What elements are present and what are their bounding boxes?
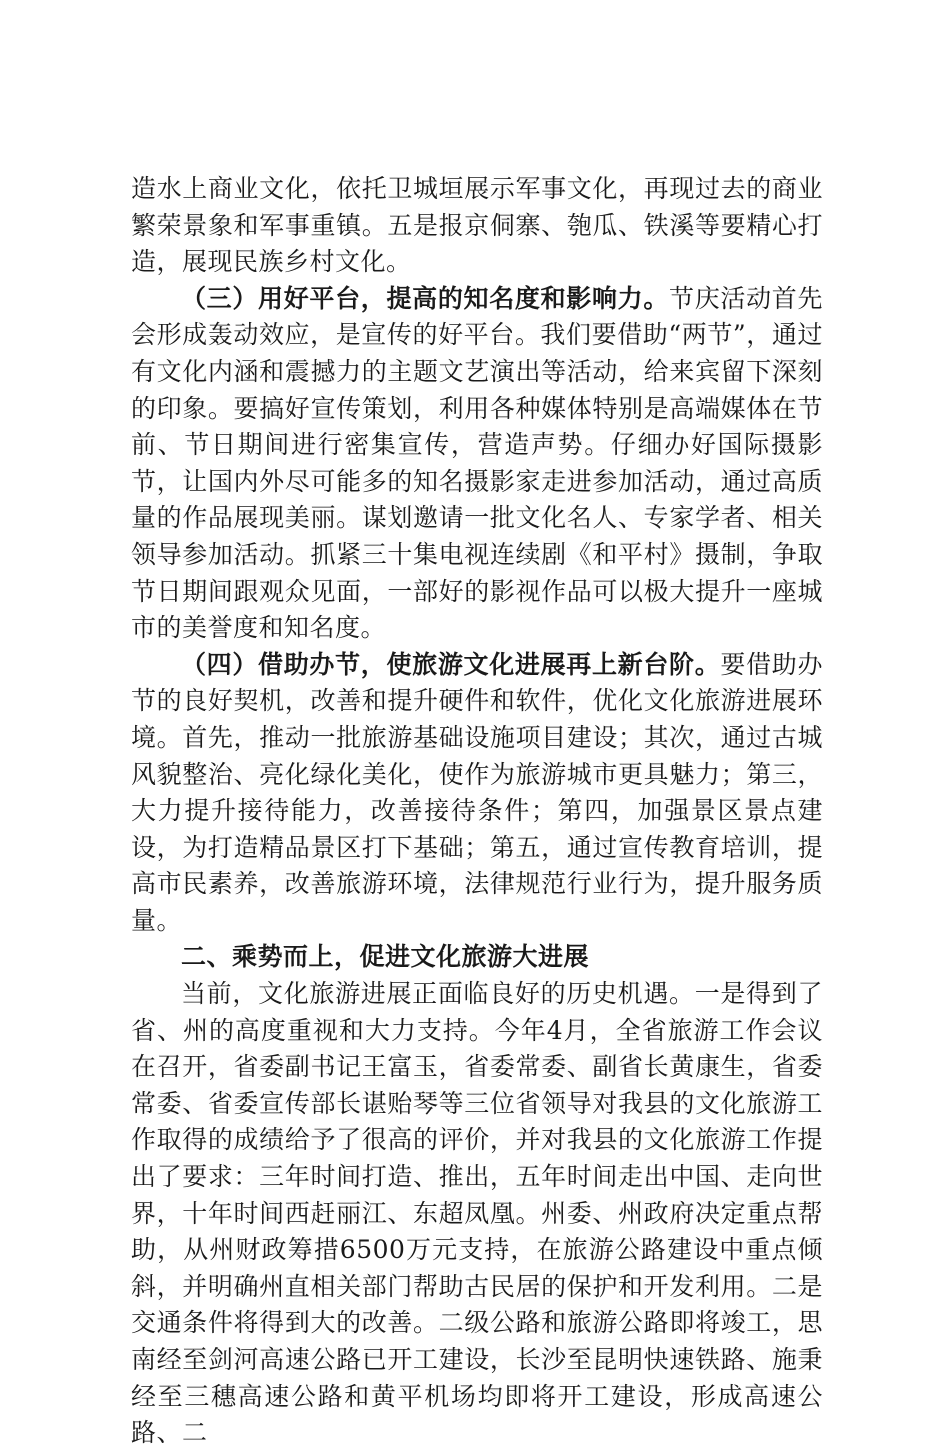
paragraph-continuation: 造水上商业文化，依托卫城垣展示军事文化，再现过去的商业繁荣景象和军事重镇。五是报京侗寨、匏瓜、铁溪等要精心打造，展现民族乡村文化。 — [131, 174, 823, 277]
section-three-heading: （三）用好平台，提高的知名度和影响力。 — [181, 283, 670, 313]
section-four-heading: （四）借助办节，使旅游文化进展再上新台阶。 — [181, 649, 721, 679]
section-three-body: 节庆活动首先会形成轰动效应，是宣传的好平台。我们要借助“两节”，通过有文化内涵和震撼力的主题文艺演出等活动，给来宾留下深刻的印象。要搞好宣传策划，利用各种媒体特别是高端媒体在节前、节日期间进行密集宣传，营造声势。仔细办好国际摄影节，让国内外尽可能多的知名摄影家走进参加活动，通过高质量的作品展现美丽。谋划邀请一批文化名人、专家学者、相关领导参加活动。抓紧三十集电视连续剧《和平村》摄制，争取节日期间跟观众见面，一部好的影视作品可以极大提升一座城市的美誉度和知名度。 — [131, 283, 823, 643]
document-page — [131, 171, 823, 1452]
paragraph-section-four — [131, 647, 823, 940]
paragraph-section-three — [131, 281, 823, 647]
chapter-two-heading: 二、乘势而上，促进文化旅游大进展 — [181, 942, 590, 972]
paragraph-opportunities: 当前，文化旅游进展正面临良好的历史机遇。一是得到了省、州的高度重视和大力支持。今年4月，全省旅游工作会议在召开，省委副书记王富玉，省委常委、副省长黄康生，省委常委、省委宣传部长谌贻琴等三位省领导对我县的文化旅游工作取得的成绩给予了很高的评价，并对我县的文化旅游工作提出了要求：三年时间打造、推出，五年时间走出中国、走向世界，十年时间西赶丽江、东超凤凰。州委、州政府决定重点帮助，从州财政筹措6500万元支持，在旅游公路建设中重点倾斜，并明确州直相关部门帮助古民居的保护和开发利用。二是交通条件将得到大的改善。二级公路和旅游公路即将竣工，思南经至剑河高速公路已开工建设，长沙至昆明快速铁路、施秉经至三穗高速公路和黄平机场均即将开工建设，形成高速公路、二 — [131, 979, 823, 1448]
section-four-body: 要借助办节的良好契机，改善和提升硬件和软件，优化文化旅游进展环境。首先，推动一批旅游基础设施项目建设；其次，通过古城风貌整治、亮化绿化美化，使作为旅游城市更具魅力；第三，大力提升接待能力，改善接待条件；第四，加强景区景点建设，为打造精品景区打下基础；第五，通过宣传教育培训，提高市民素养，改善旅游环境，法律规范行业行为，提升服务质量。 — [131, 649, 823, 935]
